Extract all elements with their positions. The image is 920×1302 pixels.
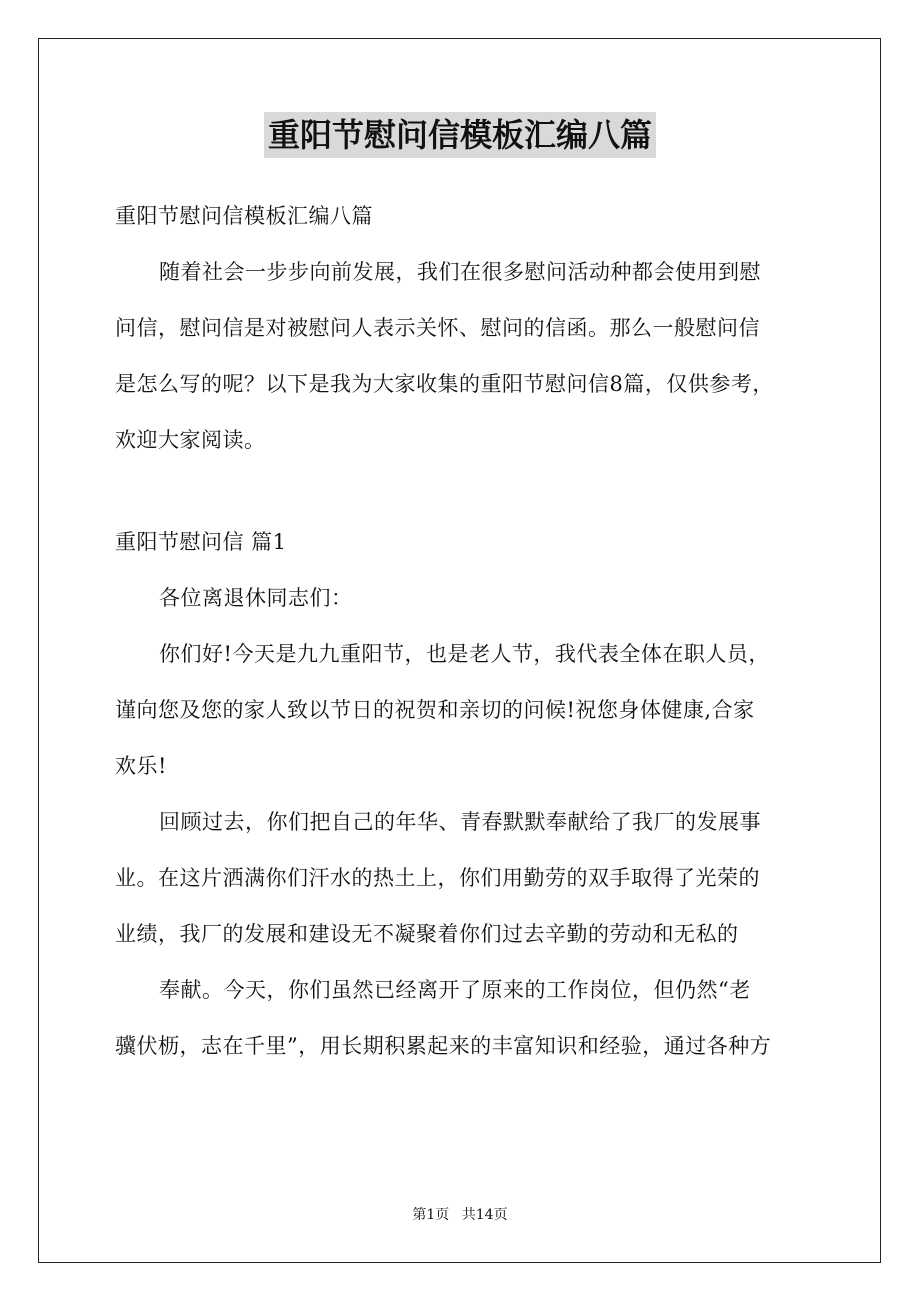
intro-line: 是怎么写的呢？以下是我为大家收集的重阳节慰问信8篇，仅供参考， — [115, 372, 774, 396]
paragraph-line: 业。在这片洒满你们汗水的热土上，你们用勤劳的双手取得了光荣的 — [115, 866, 760, 890]
salutation: 各位离退休同志们： — [159, 586, 353, 610]
paragraph-line: 奉献。今天，你们虽然已经离开了原来的工作岗位，但仍然“老 — [159, 978, 751, 1002]
page-total: 共14页 — [461, 1207, 508, 1223]
section-heading: 重阳节慰问信 篇1 — [115, 530, 287, 554]
paragraph-line: 谨向您及您的家人致以节日的祝贺和亲切的问候!祝您身体健康,合家 — [115, 698, 755, 722]
intro-line: 随着社会一步步向前发展，我们在很多慰问活动种都会使用到慰 — [159, 260, 761, 284]
document-body — [115, 193, 815, 1069]
paragraph-line: 业绩，我厂的发展和建设无不凝聚着你们过去辛勤的劳动和无私的 — [115, 922, 739, 946]
document-title: 重阳节慰问信模板汇编八篇 — [264, 112, 656, 158]
paragraph-line: 你们好!今天是九九重阳节，也是老人节，我代表全体在职人员， — [159, 642, 770, 666]
paragraph-line: 回顾过去，你们把自己的年华、青春默默奉献给了我厂的发展事 — [159, 810, 761, 834]
intro-line: 问信，慰问信是对被慰问人表示关怀、慰问的信函。那么一般慰问信 — [115, 316, 760, 340]
title-container — [0, 112, 920, 158]
paragraph-line: 欢乐! — [115, 754, 167, 778]
paragraph-line: 骥伏枥，志在千里”，用长期积累起来的丰富知识和经验，通过各种方 — [115, 1034, 772, 1058]
page-number: 第1页 — [412, 1207, 450, 1223]
intro-line: 欢迎大家阅读。 — [115, 428, 266, 452]
document-subtitle: 重阳节慰问信模板汇编八篇 — [115, 204, 373, 228]
page-footer — [0, 1204, 920, 1224]
